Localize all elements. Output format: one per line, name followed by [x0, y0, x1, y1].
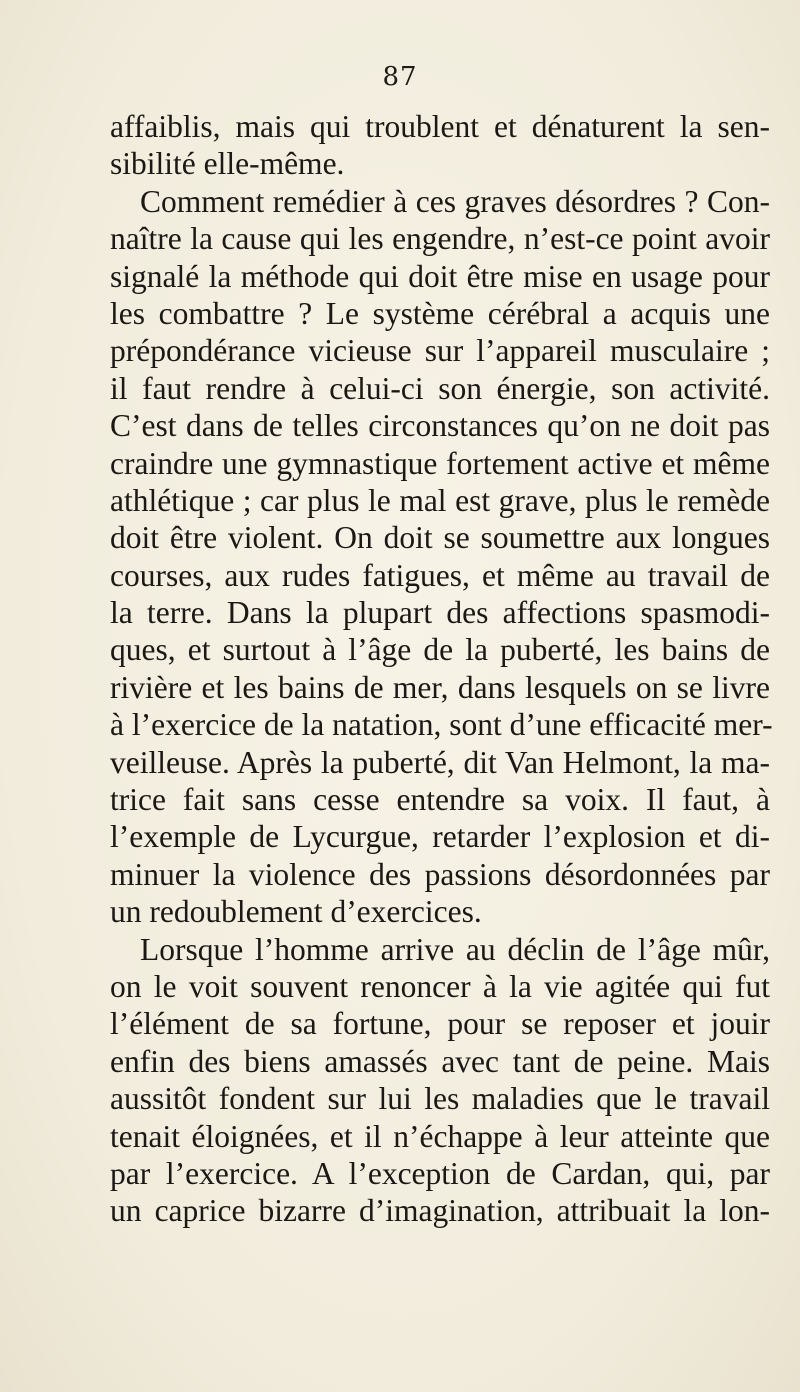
text-line: signalé la méthode qui doit être mise en usage pour	[110, 258, 770, 294]
text-line: trice fait sans cesse entendre sa voix. Il faut, à	[110, 782, 770, 818]
text-line: un redoublement d’exercices.	[110, 894, 482, 930]
text-line: un caprice bizarre d’imagination, attribuait la lon-	[110, 1193, 770, 1229]
text-line: l’exemple de Lycurgue, retarder l’explosion et di-	[110, 819, 770, 855]
text-line: affaiblis, mais qui troublent et dénaturent la sen-	[110, 109, 770, 144]
text-line: prépondérance vicieuse sur l’appareil musculaire ;	[110, 333, 770, 369]
text-line: C’est dans de telles circonstances qu’on ne doit pas	[110, 408, 770, 444]
text-line: craindre une gymnastique fortement active et même	[110, 445, 770, 481]
text-line: à l’exercice de la natation, sont d’une efficacité mer-	[110, 707, 773, 743]
text-line: aussitôt fondent sur lui les maladies que le travail	[110, 1081, 770, 1117]
body-text	[110, 108, 773, 1230]
text-line: rivière et les bains de mer, dans lesquels on se livre	[110, 669, 770, 705]
text-line: tenait éloignées, et il n’échappe à leur atteinte que	[110, 1118, 770, 1154]
text-line: courses, aux rudes fatigues, et même au travail de	[110, 557, 770, 593]
text-line: on le voit souvent renoncer à la vie agitée qui fut	[110, 968, 770, 1004]
text-line: les combattre ? Le système cérébral a acquis une	[110, 295, 770, 331]
text-line: enfin des biens amassés avec tant de peine. Mais	[110, 1043, 770, 1079]
text-line: Lorsque l’homme arrive au déclin de l’âge mûr,	[140, 931, 770, 967]
text-line: l’élément de sa fortune, pour se reposer et jouir	[110, 1006, 770, 1042]
text-line: doit être violent. On doit se soumettre aux longues	[110, 520, 770, 556]
page-number: 87	[382, 62, 418, 92]
text-line: Comment remédier à ces graves désordres ? Con-	[140, 183, 770, 219]
text-line: il faut rendre à celui-ci son énergie, son activité.	[110, 370, 770, 406]
text-line: athlétique ; car plus le mal est grave, plus le remède	[110, 482, 770, 518]
text-line: sibilité elle-même.	[110, 146, 345, 182]
text-line: naître la cause qui les engendre, n’est-ce point avoir	[110, 221, 770, 257]
text-line: veilleuse. Après la puberté, dit Van Helmont, la ma-	[110, 744, 770, 780]
text-line: par l’exercice. A l’exception de Cardan, qui, par	[110, 1155, 770, 1191]
text-line: minuer la violence des passions désordonnées par	[110, 856, 770, 892]
text-line: la terre. Dans la plupart des affections spasmodi-	[110, 595, 770, 631]
text-line: ques, et surtout à l’âge de la puberté, les bains de	[110, 632, 770, 668]
